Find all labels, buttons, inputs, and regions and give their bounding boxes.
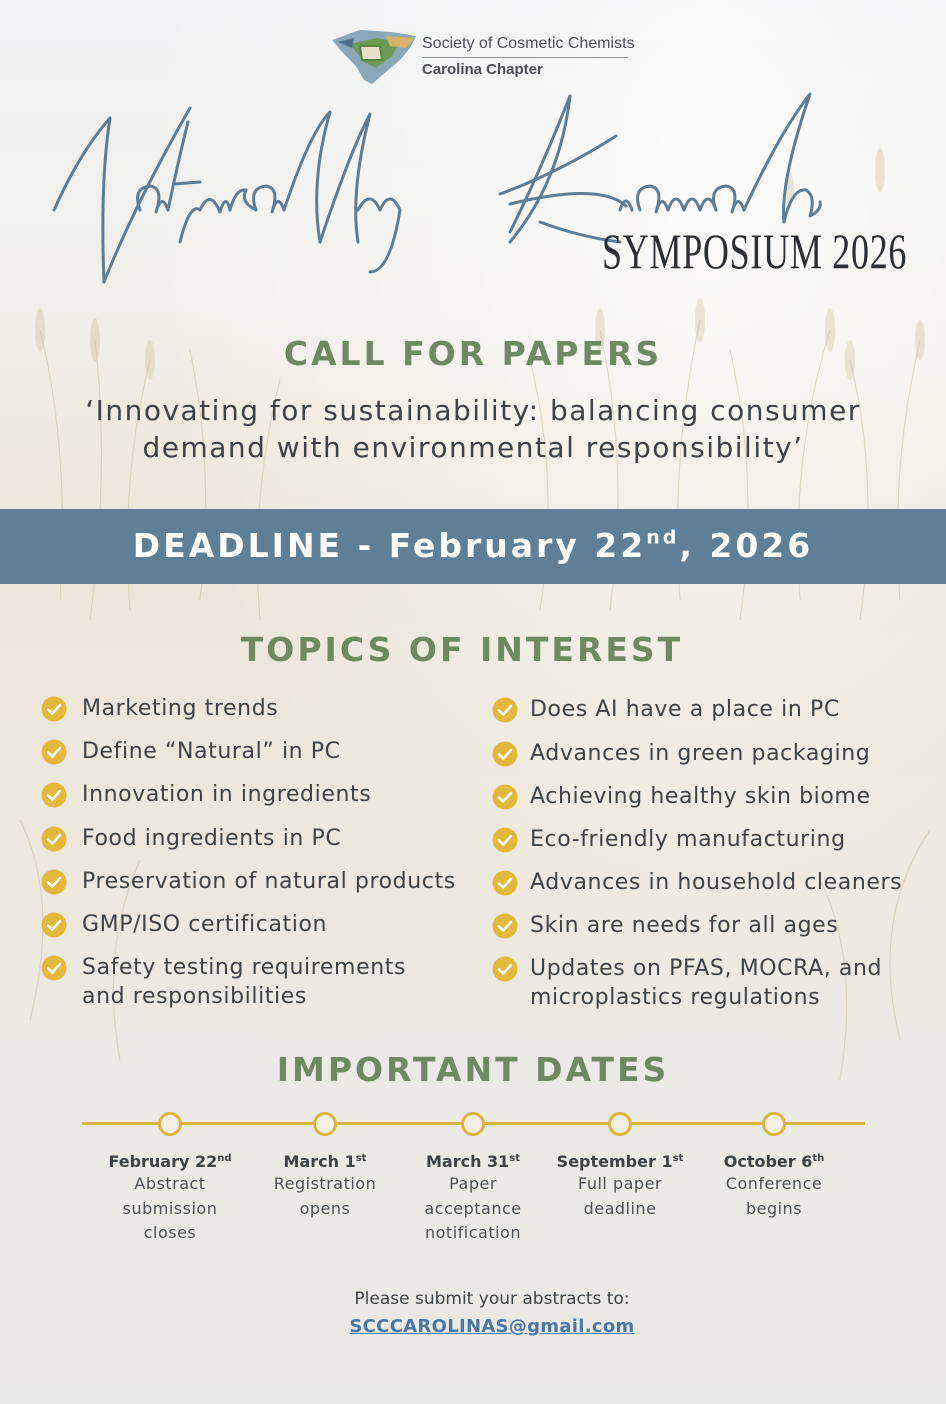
topic-line: Skin are needs for all ages — [530, 913, 839, 938]
theme-line-2: demand with environmental responsibility’ — [142, 431, 804, 464]
milestone-description-line: deadline — [583, 1198, 657, 1218]
topic-line: Safety testing requirements — [82, 955, 407, 980]
checkmark-icon — [492, 784, 518, 810]
deadline-prefix: DEADLINE - February 22 — [132, 526, 647, 565]
milestone-date — [398, 1152, 548, 1171]
milestone-description-line: Paper — [449, 1174, 497, 1193]
topics-heading: TOPICS OF INTEREST — [240, 630, 684, 669]
org-name: Society of Cosmetic Chemists — [422, 35, 635, 52]
date-milestone — [699, 1152, 849, 1221]
milestone-date-text: March 1 — [283, 1152, 356, 1171]
topic-item — [530, 954, 882, 1012]
date-milestone — [95, 1152, 245, 1246]
milestone-date-ordinal: st — [355, 1153, 367, 1164]
submit-prompt: Please submit your abstracts to: — [354, 1289, 630, 1309]
checkmark-icon — [492, 956, 518, 982]
milestone-date-ordinal: st — [672, 1153, 684, 1164]
milestone-date-text: February 22 — [108, 1152, 218, 1171]
important-dates-heading: IMPORTANT DATES — [276, 1050, 670, 1089]
topic-item — [82, 867, 456, 896]
topic-item — [530, 868, 902, 897]
theme-line-1: ‘Innovating for sustainability: balancing consumer — [85, 394, 861, 427]
milestone-date-ordinal: nd — [217, 1153, 232, 1164]
south-carolina-map-icon — [330, 26, 420, 90]
topic-item — [530, 911, 838, 940]
milestone-description-line: acceptance — [424, 1198, 522, 1218]
topic-item — [530, 782, 871, 811]
topic-line: Marketing trends — [82, 696, 279, 721]
milestone-description-line: Full paper — [578, 1174, 662, 1193]
timeline-node — [762, 1112, 786, 1136]
milestone-date-text: March 31 — [425, 1152, 510, 1171]
milestone-date-text: September 1 — [556, 1152, 673, 1171]
topic-item — [82, 737, 341, 766]
milestone-description-line: Registration — [273, 1174, 377, 1193]
topic-line: Does AI have a place in PC — [530, 697, 840, 722]
topic-item — [82, 780, 371, 809]
milestone-description-line: submission — [122, 1198, 218, 1218]
checkmark-icon — [41, 782, 67, 808]
checkmark-icon — [41, 739, 67, 765]
contact-email-link[interactable]: SCCCAROLINAS@gmail.com — [349, 1316, 635, 1337]
milestone-description — [250, 1172, 400, 1221]
topic-item — [530, 739, 870, 768]
chapter-name: Carolina Chapter — [422, 61, 543, 78]
topic-line: Food ingredients in PC — [82, 826, 342, 851]
milestone-description-line: Abstract — [134, 1174, 206, 1193]
timeline-node — [608, 1112, 632, 1136]
date-milestone — [250, 1152, 400, 1221]
checkmark-icon — [41, 912, 67, 938]
milestone-date-text: October 6 — [723, 1152, 813, 1171]
chapter-logo — [330, 26, 635, 90]
milestone-date-ordinal: th — [812, 1153, 825, 1164]
topic-line: Eco-friendly manufacturing — [530, 827, 846, 852]
checkmark-icon — [41, 696, 67, 722]
milestone-date — [545, 1152, 695, 1171]
topic-line: Innovation in ingredients — [82, 782, 372, 807]
milestone-date — [95, 1152, 245, 1171]
checkmark-icon — [41, 826, 67, 852]
timeline-node — [461, 1112, 485, 1136]
checkmark-icon — [492, 870, 518, 896]
milestone-description-line: opens — [299, 1198, 351, 1218]
date-milestone — [545, 1152, 695, 1221]
topic-line: Advances in green packaging — [530, 741, 871, 766]
topic-line: and responsibilities — [82, 984, 307, 1009]
milestone-description-line: begins — [745, 1198, 803, 1218]
symposium-theme — [20, 392, 926, 466]
topic-line: Preservation of natural products — [82, 869, 456, 894]
milestone-date — [250, 1152, 400, 1171]
deadline-text — [0, 526, 946, 565]
date-milestone — [398, 1152, 548, 1246]
topic-item — [530, 695, 840, 724]
milestone-description-line: Conference — [725, 1174, 823, 1193]
checkmark-icon — [492, 913, 518, 939]
deadline-year: , 2026 — [679, 526, 814, 565]
logo-divider — [422, 57, 628, 58]
milestone-description — [398, 1172, 548, 1246]
checkmark-icon — [492, 697, 518, 723]
milestone-date — [699, 1152, 849, 1171]
topic-item — [82, 694, 278, 723]
milestone-description — [545, 1172, 695, 1221]
topic-line: Updates on PFAS, MOCRA, and — [530, 956, 883, 981]
topic-line: Achieving healthy skin biome — [530, 784, 871, 809]
call-for-papers-heading: CALL FOR PAPERS — [283, 334, 663, 373]
deadline-ordinal: nd — [646, 526, 680, 549]
milestone-description-line: closes — [143, 1223, 197, 1242]
checkmark-icon — [41, 869, 67, 895]
timeline-node — [158, 1112, 182, 1136]
topic-line: Advances in household cleaners — [530, 870, 903, 895]
topic-line: microplastics regulations — [530, 985, 821, 1010]
milestone-description — [95, 1172, 245, 1246]
checkmark-icon — [41, 955, 67, 981]
milestone-description — [699, 1172, 849, 1221]
milestone-date-ordinal: st — [509, 1153, 521, 1164]
timeline-node — [313, 1112, 337, 1136]
topic-line: GMP/ISO certification — [82, 912, 328, 937]
checkmark-icon — [492, 741, 518, 767]
topic-line: Define “Natural” in PC — [82, 739, 341, 764]
checkmark-icon — [492, 827, 518, 853]
topic-item — [82, 953, 406, 1011]
milestone-description-line: notification — [425, 1223, 521, 1242]
topic-item — [82, 910, 327, 939]
topic-item — [82, 824, 341, 853]
topic-item — [530, 825, 846, 854]
symposium-year-title: SYMPOSIUM 2026 — [602, 223, 908, 279]
